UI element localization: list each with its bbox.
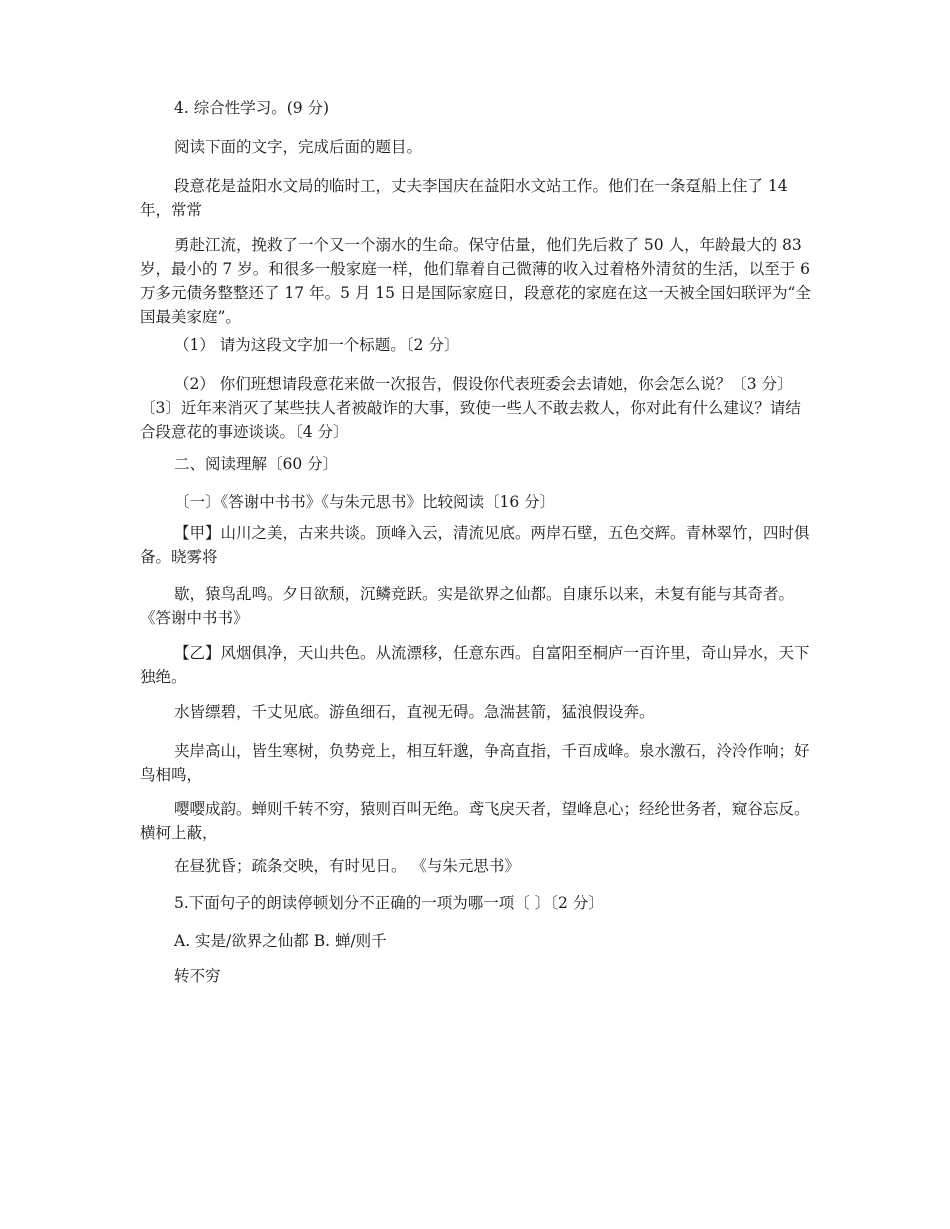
yi-paragraph-5: 在昼犹昏；疏条交映，有时见日。 《与朱元思书》 xyxy=(174,857,520,875)
question-5-options: A. 实是/欲界之仙都 B. 蝉/则千 xyxy=(174,932,387,950)
question-4-sub-2-3: （2） 你们班想请段意花来做一次报告，假设你代表班委会去请她，你会怎么说？〔3 分〕 〔3〕近年来消灭了某些扶人者被敲诈的大事，致使一些人不敢去救人，你对此有什么建议？请结合段意花的事迹谈谈。〔4 分〕 xyxy=(140,375,801,441)
section-2-heading: 二、阅读理解〔60 分〕 xyxy=(174,455,339,473)
passage-paragraph-1: 段意花是益阳水文局的临时工，丈夫李国庆在益阳水文站工作。他们在一条趸船上住了 14 年，常常 xyxy=(140,177,788,219)
question-4-heading: 4. 综合性学习。(9 分) xyxy=(174,99,330,117)
yi-paragraph-3: 夹岸高山，皆生寒树，负势竞上，相互轩邈，争高直指，千百成峰。泉水激石，泠泠作响；好鸟相鸣， xyxy=(140,742,810,784)
question-5-heading: 5.下面句子的朗读停顿划分不正确的一项为哪一项〔 〕〔2 分〕 xyxy=(174,894,604,912)
question-5-options-continued: 转不穷 xyxy=(174,967,221,985)
yi-paragraph-2: 水皆缥碧，千丈见底。游鱼细石，直视无碍。急湍甚箭，猛浪假设奔。 xyxy=(174,703,655,721)
jia-paragraph-2: 歇，猿鸟乱鸣。夕日欲颓，沉鳞竞跃。实是欲界之仙都。自康乐以来，未复有能与其奇者。 《答谢中书书》 xyxy=(140,585,795,627)
part-1-heading: 〔一〕《答谢中书书》《与朱元思书》比较阅读〔16 分〕 xyxy=(174,493,556,511)
yi-paragraph-4: 嘤嘤成韵。蝉则千转不穷，猿则百叫无绝。鸢飞戾天者，望峰息心；经纶世务者，窥谷忘反。横柯上蔽， xyxy=(140,800,810,842)
passage-paragraph-2: 勇赴江流，挽救了一个又一个溺水的生命。保守估量，他们先后救了 50 人，年龄最大的 83 岁，最小的 7 岁。和很多一般家庭一样，他们靠着自己微薄的收入过着格外清贫的生活，以至于 6 万多元债务整整还了 17 年。5 月 15 日是国际家庭日，段意花的家庭在这一天被全国妇联评为“全国最美家庭”。 xyxy=(140,236,811,326)
yi-paragraph-1: 【乙】风烟俱净，天山共色。从流漂移，任意东西。自富阳至桐庐一百许里，奇山异水，天下独绝。 xyxy=(140,644,810,686)
question-4-instruction: 阅读下面的文字，完成后面的题目。 xyxy=(174,138,423,156)
jia-paragraph-1: 【甲】山川之美，古来共谈。顶峰入云，清流见底。两岸石壁，五色交辉。青林翠竹，四时俱备。晓雾将 xyxy=(140,524,810,566)
question-4-sub-1: （1） 请为这段文字加一个标题。〔2 分〕 xyxy=(174,336,460,354)
